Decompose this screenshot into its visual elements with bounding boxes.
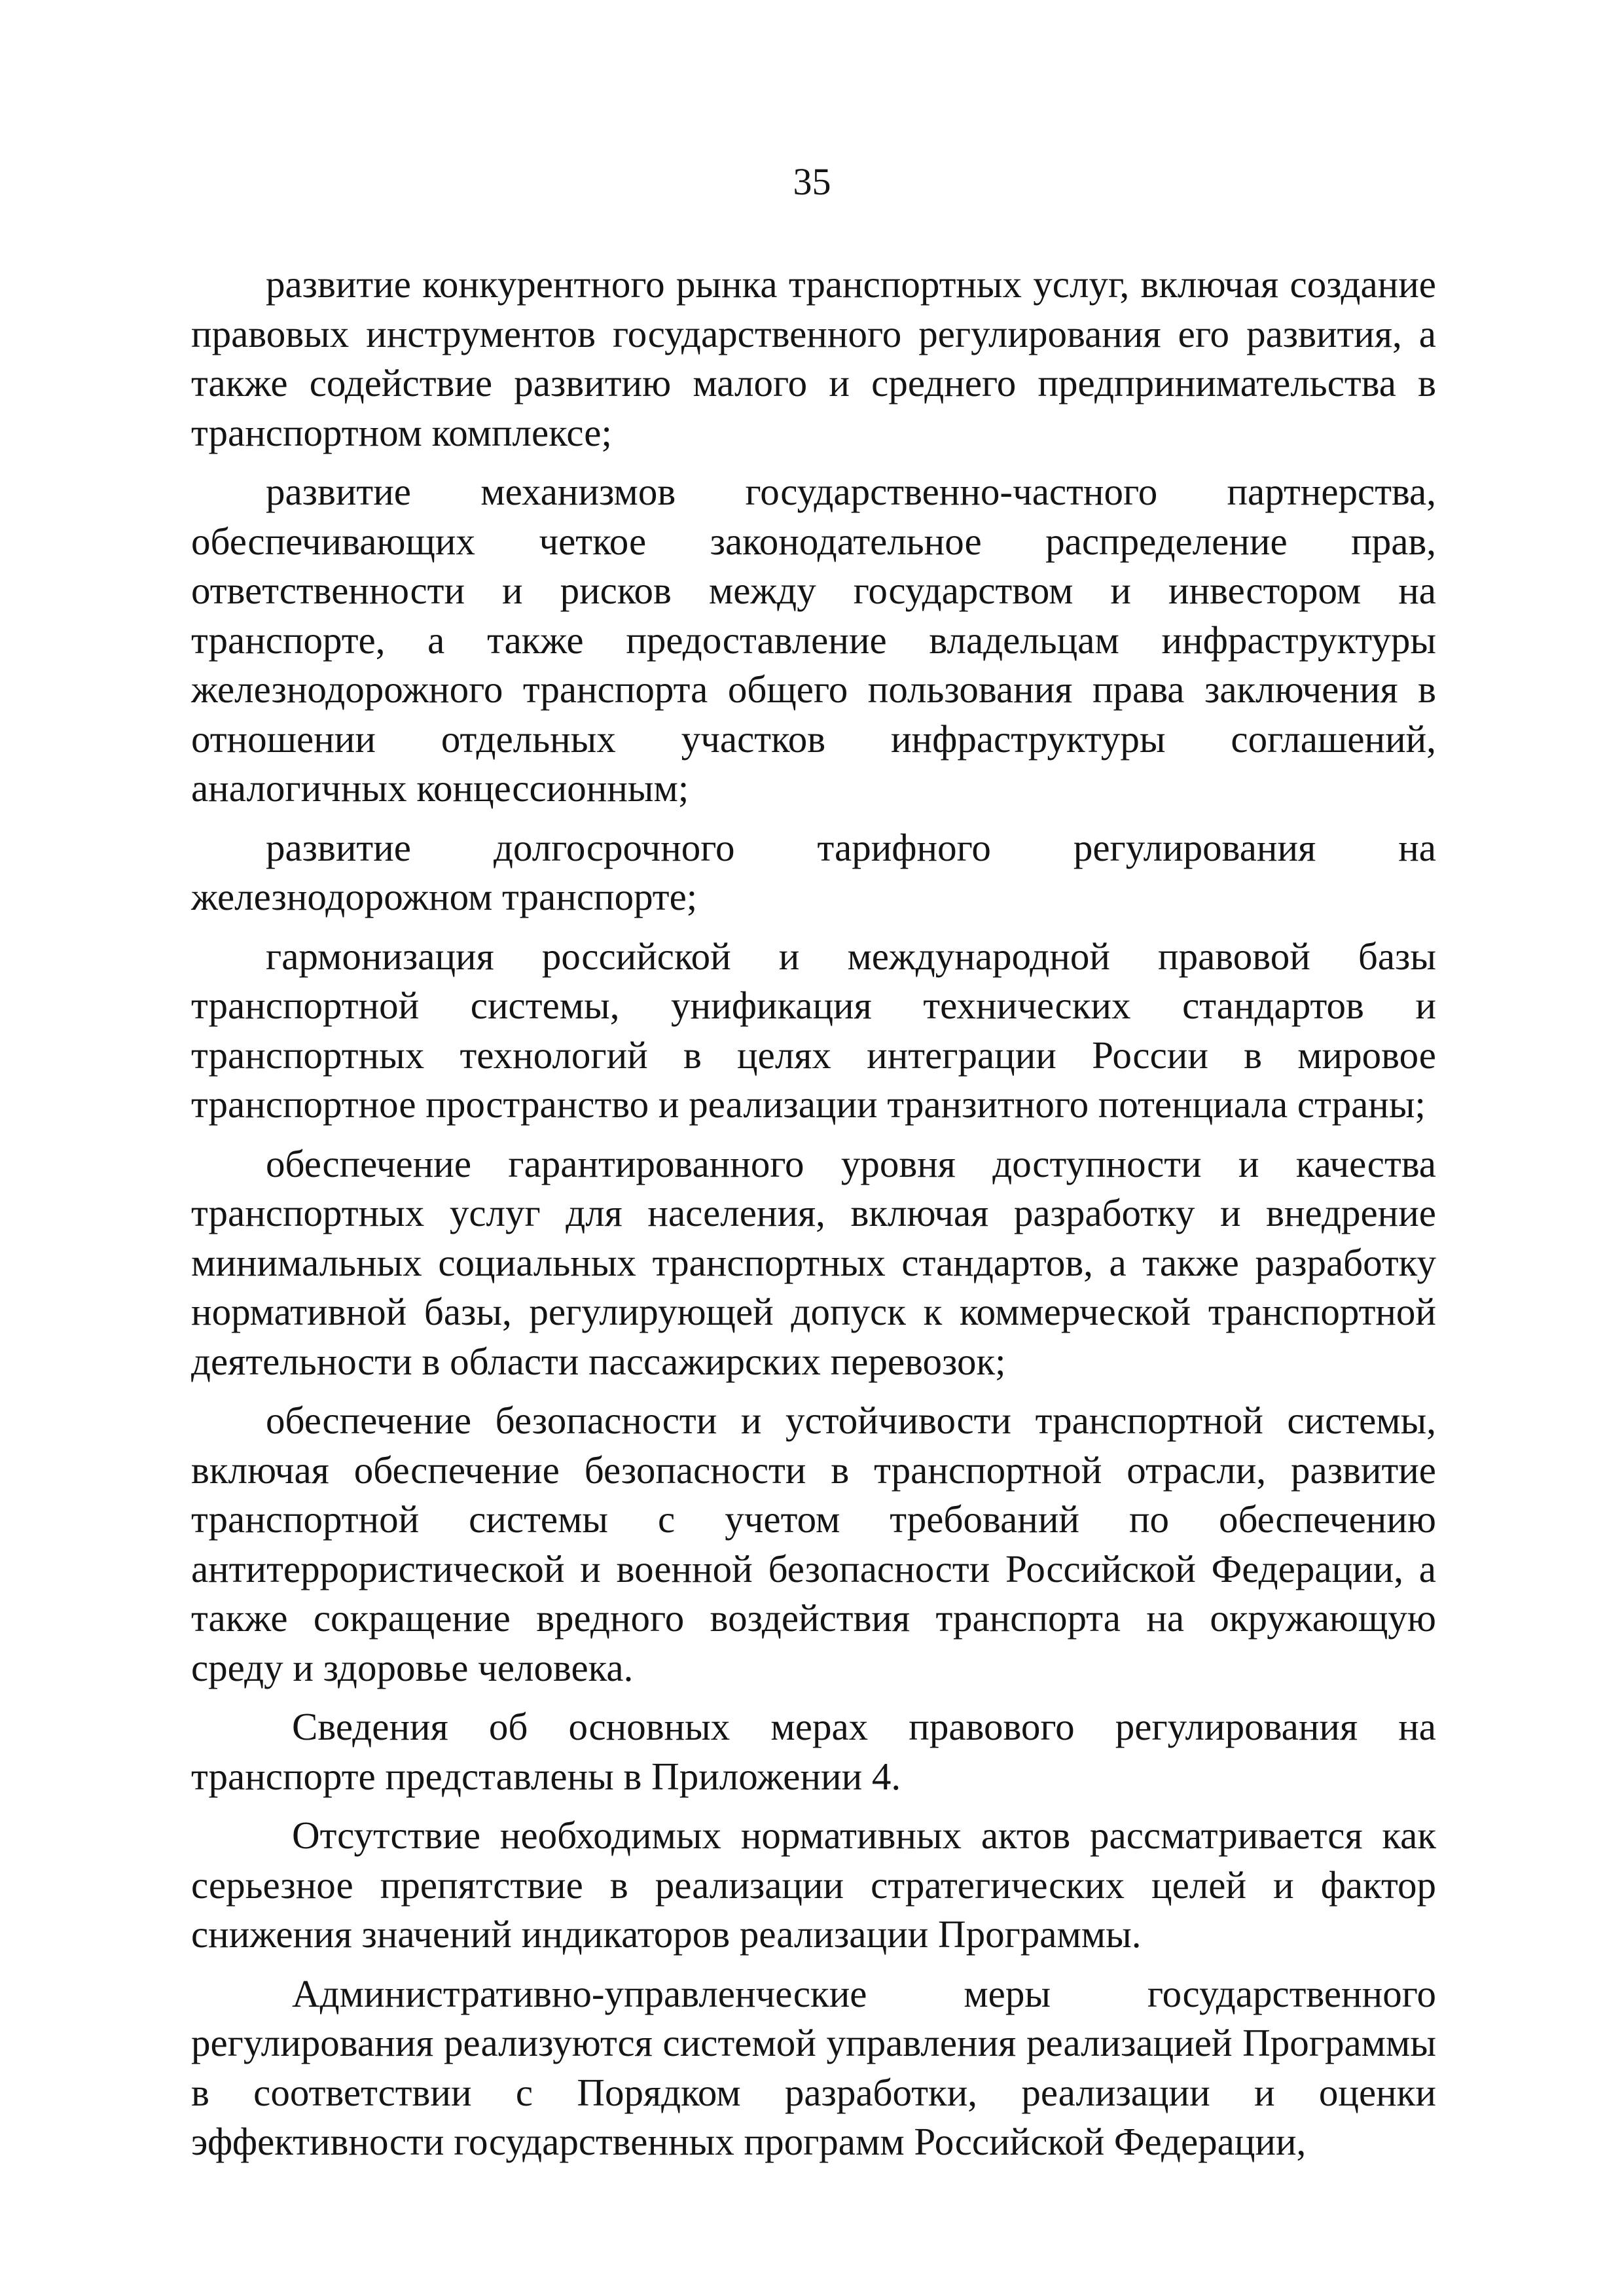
page-number: 35 bbox=[793, 160, 831, 203]
paragraph-competitive-market: развитие конкурентного рынка транспортных услуг, включая создание правовых инструментов государственного регулирования его развития, а также содействие развитию малого и среднего предпринимательства в транспортном комплексе; bbox=[191, 262, 1436, 454]
paragraph-service-availability: обеспечение гарантированного уровня доступности и качества транспортных услуг для населения, включая разработку и внедрение минимальных социальных транспортных стандартов, а также разработку нормативной базы, регулирующей допуск к коммерческой транспортной деятельности в области пассажирских перевозок; bbox=[191, 1141, 1436, 1383]
paragraph-public-private-partnership: развитие механизмов государственно-частного партнерства, обеспечивающих четкое законодательное распределение прав, ответственности и рисков между государством и инвестором на транспорте, а также предоставление владельцам инфраструктуры железнодорожного транспорта общего пользования права заключения в отношении отдельных участков инфраструктуры соглашений, аналогичных концессионным; bbox=[191, 470, 1436, 810]
paragraph-missing-acts: Отсутствие необходимых нормативных актов рассматривается как серьезное препятствие в реализации стратегических целей и фактор снижения значений индикаторов реализации Программы. bbox=[191, 1814, 1436, 1956]
paragraph-regulation-info: Сведения об основных мерах правового регулирования на транспорте представлены в Приложении 4. bbox=[191, 1705, 1436, 1798]
body-text bbox=[191, 260, 1436, 2167]
paragraph-harmonization: гармонизация российской и международной правовой базы транспортной системы, унификация технических стандартов и транспортных технологий в целях интеграции России в мировое транспортное пространство и реализации транзитного потенциала страны; bbox=[191, 934, 1436, 1126]
paragraph-tariff-regulation: развитие долгосрочного тарифного регулирования на железнодорожном транспорте; bbox=[191, 825, 1436, 918]
paragraph-security-sustainability: обеспечение безопасности и устойчивости транспортной системы, включая обеспечение безопасности в транспортной отрасли, развитие транспортной системы с учетом требований по обеспечению антитеррористической и военной безопасности Российской Федерации, а также сокращение вредного воздействия транспорта на окружающую среду и здоровье человека. bbox=[191, 1399, 1436, 1689]
paragraph-administrative-measures: Административно-управленческие меры государственного регулирования реализуются системой управления реализацией Программы в соответствии с Порядком разработки, реализации и оценки эффективности государственных программ Российской Федерации, bbox=[191, 1971, 1436, 2163]
